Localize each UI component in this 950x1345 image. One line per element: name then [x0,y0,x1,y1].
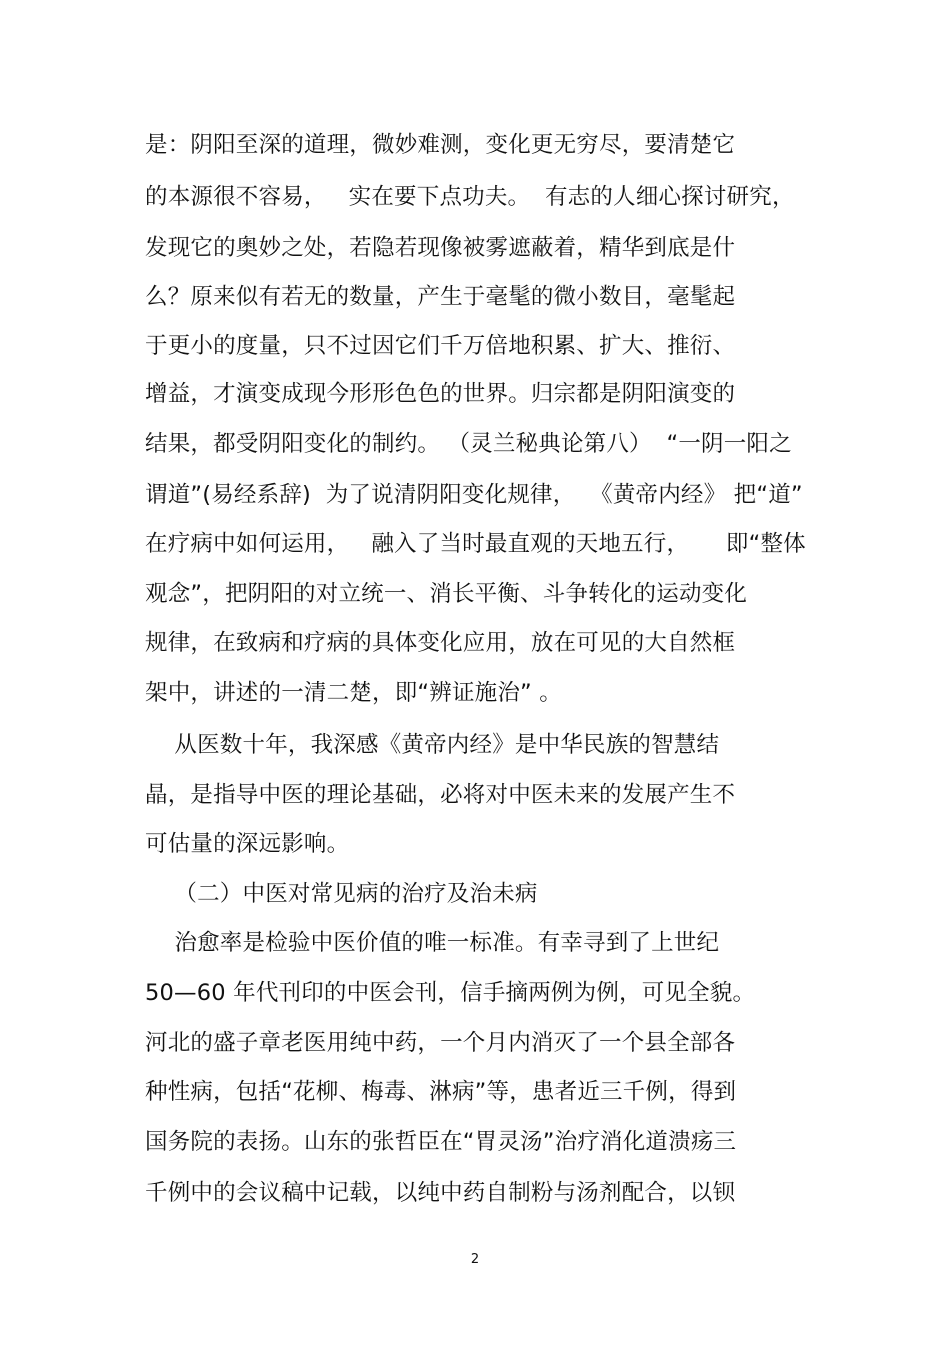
text-line-8: 谓道”(易经系辞) 为了说清阴阳变化规律， 《黄帝内经》 把“道” [145,482,803,508]
text-line-17: 治愈率是检验中医价值的唯一标准。有幸寻到了上世纪 [145,930,720,956]
page-number: 2 [470,1252,480,1267]
text-line-5: 于更小的度量，只不过因它们千万倍地积累、扩大、推衍、 [145,333,736,359]
text-line-10: 观念”，把阴阳的对立统一、消长平衡、斗争转化的运动变化 [145,581,748,607]
text-line-19: 河北的盛子章老医用纯中药，一个月内消灭了一个县全部各 [145,1030,736,1056]
text-line-1: 是：阴阳至深的道理，微妙难测，变化更无穷尽，要清楚它 [145,132,736,158]
text-line-20: 种性病，包括“花柳、梅毒、淋病”等，患者近三千例，得到 [145,1079,737,1105]
text-line-2: 的本源很不容易， 实在要下点功夫。 有志的人细心探讨研究， [145,184,795,210]
text-line-13: 从医数十年，我深感《黄帝内经》是中华民族的智慧结 [145,732,720,758]
text-line-15: 可估量的深远影响。 [145,831,350,857]
text-line-12: 架中，讲述的一清二楚，即“辨证施治” 。 [145,680,562,706]
text-line-9: 在疗病中如何运用， 融入了当时最直观的天地五行， 即“整体 [145,531,806,557]
text-line-11: 规律，在致病和疗病的具体变化应用，放在可见的大自然框 [145,630,736,656]
text-line-22: 千例中的会议稿中记载，以纯中药自制粉与汤剂配合，以钡 [145,1180,736,1206]
text-line-18: 50—60 年代刊印的中医会刊，信手摘两例为例，可见全貌。 [145,980,756,1006]
text-line-6: 增益，才演变成现今形形色色的世界。归宗都是阴阳演变的 [145,381,736,407]
section-heading: （二）中医对常见病的治疗及治未病 [145,881,538,907]
text-line-4: 么？原来似有若无的数量，产生于毫髦的微小数目，毫髦起 [145,284,736,310]
text-line-21: 国务院的表扬。山东的张哲臣在“胃灵汤”治疗消化道溃疡三 [145,1129,737,1155]
text-line-14: 晶，是指导中医的理论基础，必将对中医未来的发展产生不 [145,782,736,808]
text-line-3: 发现它的奥妙之处，若隐若现像被雾遮蔽着，精华到底是什 [145,235,736,261]
text-line-7: 结果，都受阴阳变化的制约。 （灵兰秘典论第八） “一阴一阳之 [145,431,792,457]
